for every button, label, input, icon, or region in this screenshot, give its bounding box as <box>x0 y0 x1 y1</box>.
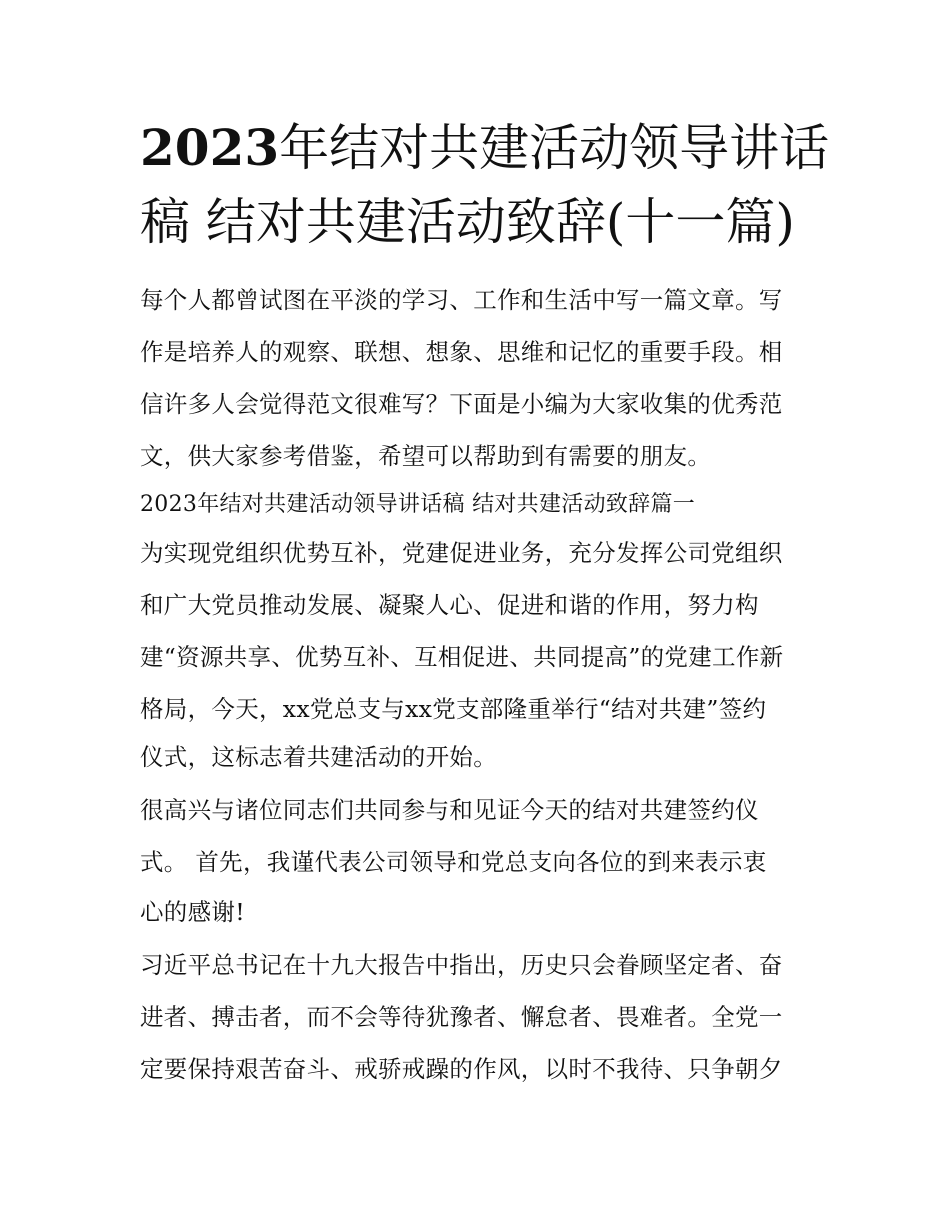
title-year: 2023 <box>140 118 280 177</box>
paragraph-line: 习近平总书记在十九大报告中指出，历史只会眷顾坚定者、奋 <box>140 951 783 979</box>
paragraph-line: 格局，今天，xx党总支与xx党支部隆重举行“结对共建”签约 <box>140 695 767 723</box>
section-heading: 2023年结对共建活动领导讲话稿 结对共建活动致辞篇一 <box>140 492 696 517</box>
intro-line: 文，供大家参考借鉴，希望可以帮助到有需要的朋友。 <box>140 442 712 470</box>
paragraph-line: 式。 首先，我谨代表公司领导和党总支向各位的到来表示衷 <box>140 848 767 876</box>
title-text: 年结对共建活动领导讲话 <box>279 119 830 177</box>
intro-line: 作是培养人的观察、联想、想象、思维和记忆的重要手段。相 <box>140 338 783 366</box>
paragraph-line: 为实现党组织优势互补，党建促进业务，充分发挥公司党组织 <box>140 539 783 567</box>
paragraph-line: 进者、搏击者，而不会等待犹豫者、懈怠者、畏难者。全党一 <box>140 1003 783 1031</box>
paragraph-line: 定要保持艰苦奋斗、戒骄戒躁的作风，以时不我待、只争朝夕 <box>140 1055 783 1083</box>
paragraph-line: 仪式，这标志着共建活动的开始。 <box>140 743 497 771</box>
paragraph-line: 心的感谢! <box>140 898 245 926</box>
paragraph-line: 建“资源共享、优势互补、互相促进、共同提高”的党建工作新 <box>140 643 784 671</box>
document-title-line-2: 稿 结对共建活动致辞(十一篇) <box>140 193 795 251</box>
intro-line: 信许多人会觉得范文很难写？下面是小编为大家收集的优秀范 <box>140 390 783 418</box>
intro-line: 每个人都曾试图在平淡的学习、工作和生活中写一篇文章。写 <box>140 286 783 314</box>
document-title-line-1 <box>140 118 829 178</box>
paragraph-line: 很高兴与诸位同志们共同参与和见证今天的结对共建签约仪 <box>140 796 759 824</box>
paragraph-line: 和广大党员推动发展、凝聚人心、促进和谐的作用，努力构 <box>140 591 759 619</box>
